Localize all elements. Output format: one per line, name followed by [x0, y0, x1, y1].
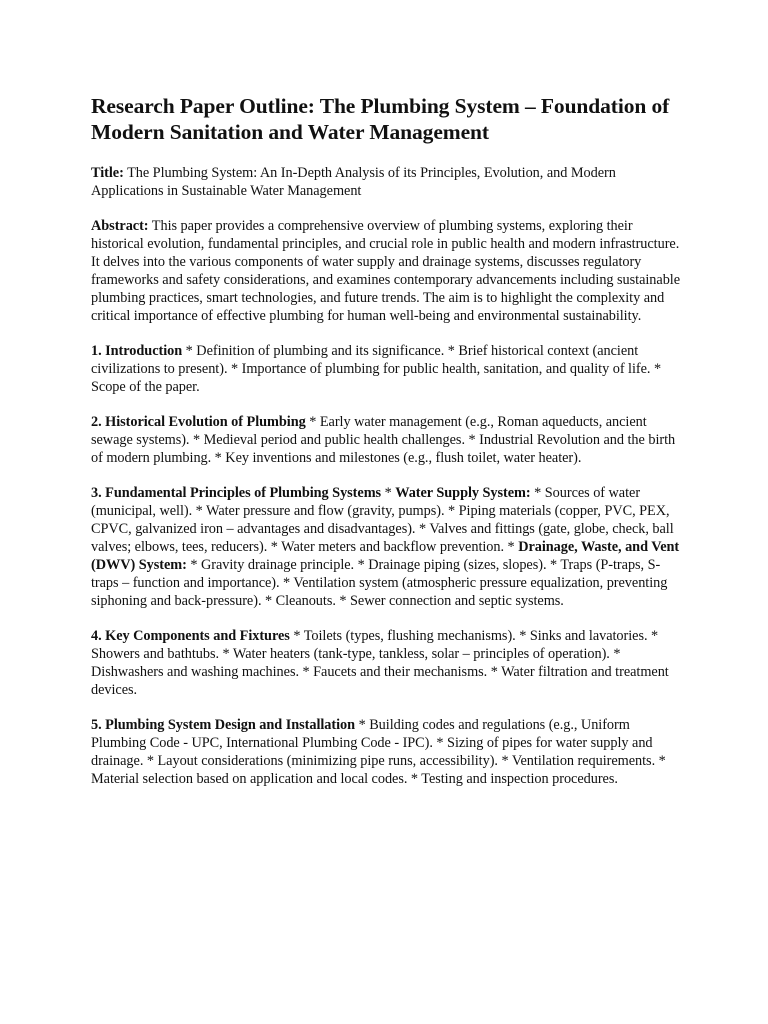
- section-text: * Toilets (types, flushing mechanisms). * Sinks and lavatories. * Showers and bathtubs. * Water heaters (tank-type, tankless, solar – principles of operation). * Dishwashers and washing machines. * Faucets and their mechanisms. * Water filtration and treatment devices.: [91, 628, 669, 698]
- subsection-heading-dwv: Drainage, Waste, and Vent (DWV) System:: [91, 539, 680, 573]
- section-heading: 4. Key Components and Fixtures: [91, 628, 290, 644]
- section-text: * Building codes and regulations (e.g., Uniform Plumbing Code - UPC, International Plumbing Code - IPC). * Sizing of pipes for water supply and drainage. * Layout considerations (minimizing pipe runs, accessibility). * Ventilation requirements. * Material selection based on application and local codes. * Testing and inspection procedures.: [91, 717, 666, 787]
- section-fundamental-principles: [91, 484, 683, 610]
- section-text: *: [384, 485, 392, 501]
- section-text: * Gravity drainage principle. * Drainage piping (sizes, slopes). * Traps (P-traps, S-traps – function and importance). * Ventilation system (atmospheric pressure equalization, preventing siphoning and back-pressure). * Cleanouts. * Sewer connection and septic systems.: [91, 557, 668, 609]
- subsection-heading-water-supply: Water Supply System:: [395, 485, 531, 501]
- section-text: * Sources of water (municipal, well). * Water pressure and flow (gravity, pumps). * Piping materials (copper, PVC, PEX, CPVC, galvanized iron – advantages and disadvantages). * Valves and fittings (gate, globe, check, ball valves; elbows, tees, reducers). * Water meters and backflow prevention. *: [91, 485, 674, 555]
- section-text: * Definition of plumbing and its significance. * Brief historical context (ancient civilizations to present). * Importance of plumbing for public health, sanitation, and quality of life. * Scope of the paper.: [91, 343, 662, 395]
- paper-title-text: The Plumbing System: An In-Depth Analysis of its Principles, Evolution, and Modern Applications in Sustainable Water Management: [91, 165, 616, 199]
- section-heading: 2. Historical Evolution of Plumbing: [91, 414, 306, 430]
- abstract-paragraph: [91, 217, 683, 325]
- section-design-installation: [91, 716, 683, 788]
- section-heading: 5. Plumbing System Design and Installation: [91, 717, 356, 733]
- section-text: * Early water management (e.g., Roman aqueducts, ancient sewage systems). * Medieval period and public health challenges. * Industrial Revolution and the birth of modern plumbing. * Key inventions and milestones (e.g., flush toilet, water heater).: [91, 414, 676, 466]
- section-historical-evolution: [91, 413, 683, 467]
- abstract-text: This paper provides a comprehensive overview of plumbing systems, exploring their historical evolution, fundamental principles, and crucial role in public health and modern infrastructure. It delves into the various components of water supply and drainage systems, discusses regulatory frameworks and safety considerations, and examines contemporary advancements including sustainable plumbing practices, smart technologies, and future trends. The aim is to highlight the complexity and critical importance of effective plumbing for human well-being and environmental sustainability.: [91, 218, 681, 324]
- section-introduction: [91, 342, 683, 396]
- paper-title-label: Title:: [91, 165, 124, 181]
- abstract-label: Abstract:: [91, 218, 149, 234]
- document-page: [91, 93, 683, 805]
- document-title: Research Paper Outline: The Plumbing System – Foundation of Modern Sanitation and Water Management: [91, 94, 670, 144]
- section-key-components: [91, 627, 683, 699]
- section-heading: 3. Fundamental Principles of Plumbing Systems: [91, 485, 382, 501]
- paper-title-paragraph: [91, 164, 683, 200]
- section-heading: 1. Introduction: [91, 343, 183, 359]
